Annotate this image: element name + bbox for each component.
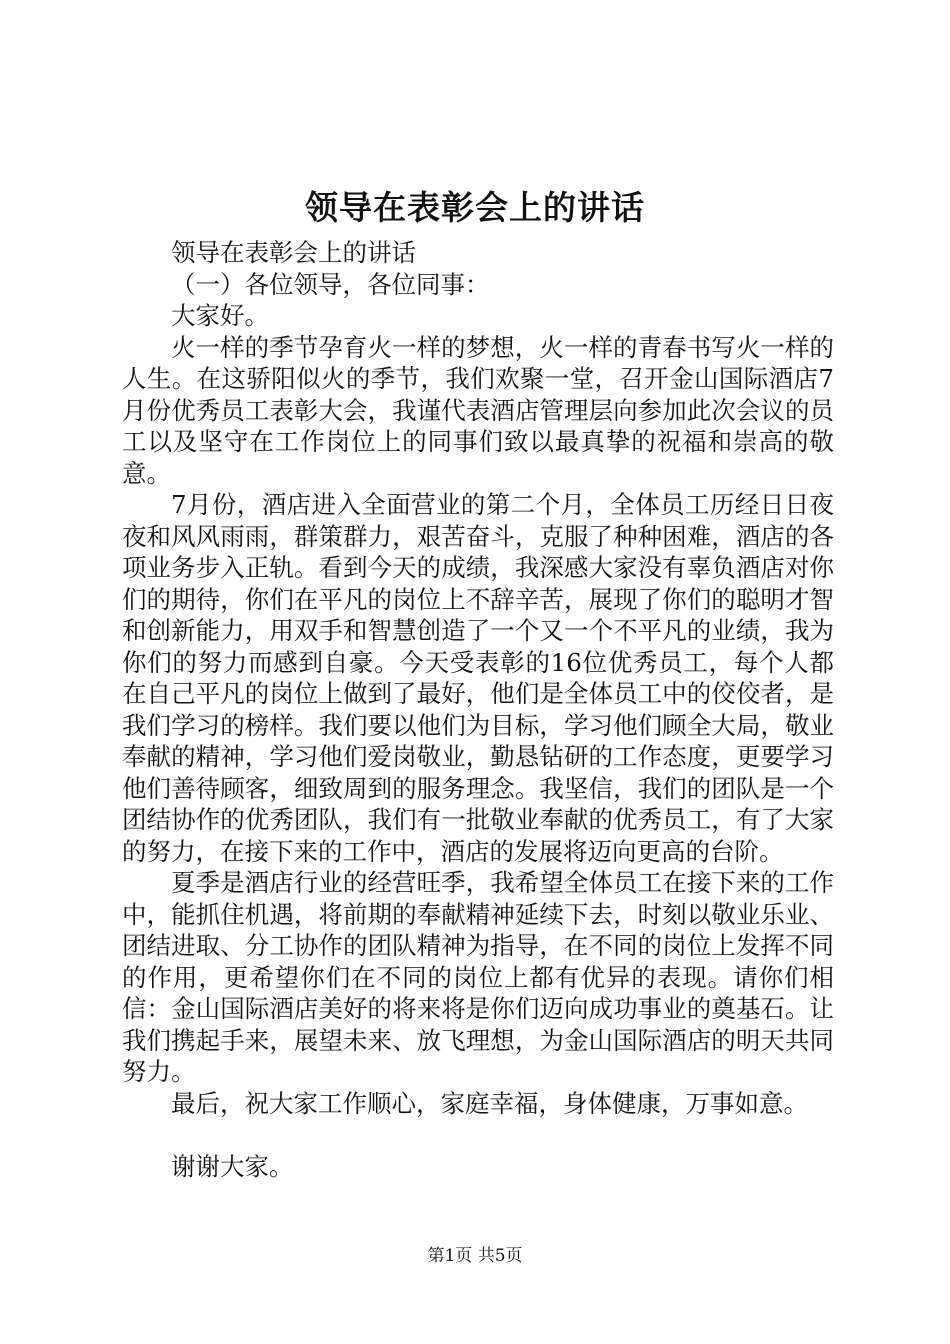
paragraph-achievements: 7月份，酒店进入全面营业的第二个月，全体员工历经日日夜夜和风风雨雨，群策群力，艰苦奋斗，克服了种种困难，酒店的各项业务步入正轨。看到今天的成绩，我深感大家没有辜负酒店对你们的期待，你们在平凡的岗位上不辞辛苦，展现了你们的聪明才智和创新能力，用双手和智慧创造了一个又一个不平凡的业绩，我为你们的努力而感到自豪。今天受表彰的16位优秀员工，每个人都在自己平凡的岗位上做到了最好，他们是全体员工中的佼佼者，是我们学习的榜样。我们要以他们为目标，学习他们顾全大局，敬业奉献的精神，学习他们爱岗敬业，勤恳钻研的工作态度，更要学习他们善待顾客，细致周到的服务理念。我坚信，我们的团队是一个团结协作的优秀团队，我们有一批敬业奉献的优秀员工，有了大家的努力，在接下来的工作中，酒店的发展将迈向更高的台阶。: [122, 490, 834, 866]
paragraph-subtitle: 领导在表彰会上的讲话: [171, 238, 416, 267]
paragraph-greeting: 大家好。: [171, 301, 269, 330]
paragraph-wishes: 最后，祝大家工作顺心，家庭幸福，身体健康，万事如意。: [171, 1088, 808, 1118]
paragraph-summer-outlook: 夏季是酒店行业的经营旺季，我希望全体员工在接下来的工作中，能抓住机遇，将前期的奉献精神延续下去，时刻以敬业乐业、团结进取、分工协作的团队精神为指导，在不同的岗位上发挥不同的作用，更希望你们在不同的岗位上都有优异的表现。请你们相信：金山国际酒店美好的将来将是你们迈向成功事业的奠基石。让我们携起手来，展望未来、放飞理想，为金山国际酒店的明天共同努力。: [122, 868, 834, 1086]
page-indicator: 第1页 共5页: [427, 1246, 523, 1266]
page-title: 领导在表彰会上的讲话: [305, 188, 645, 227]
paragraph-salutation: （一）各位领导，各位同事：: [171, 269, 490, 299]
document-body: [122, 237, 834, 1182]
paragraph-thanks: 谢谢大家。: [171, 1151, 294, 1181]
paragraph-opening: 火一样的季节孕育火一样的梦想，火一样的青春书写火一样的人生。在这骄阳似火的季节，我们欢聚一堂，召开金山国际酒店7月份优秀员工表彰大会，我谨代表酒店管理层向参加此次会议的员工以及坚守在工作岗位上的同事们致以最真挚的祝福和崇高的敬意。: [122, 332, 834, 488]
